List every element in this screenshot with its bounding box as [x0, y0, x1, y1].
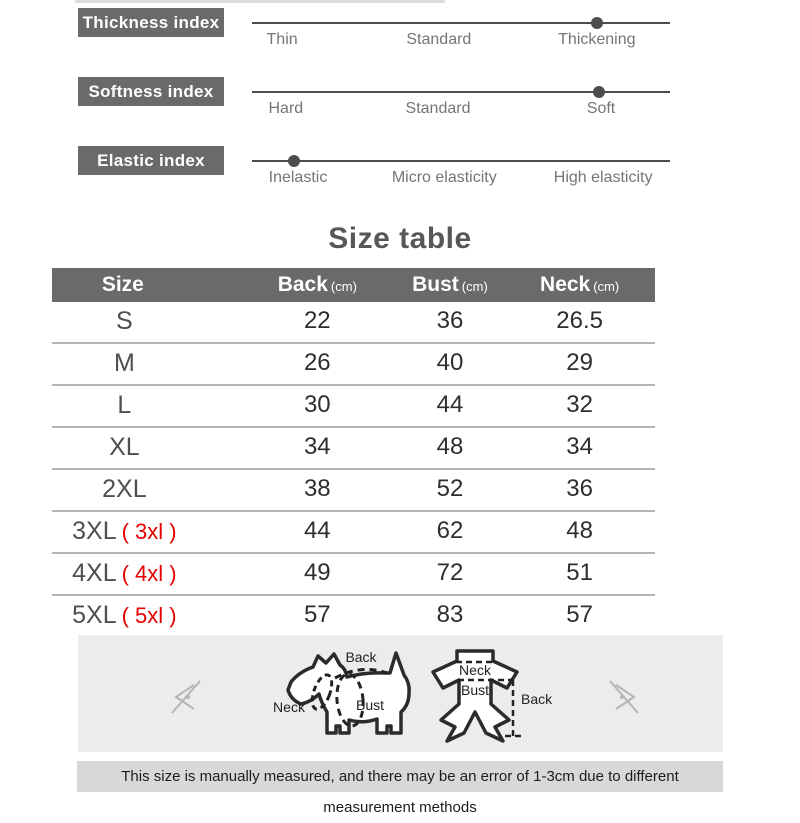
garment-back-label: Back — [521, 691, 553, 707]
softness-index-row — [0, 77, 800, 127]
elastic-index-row — [0, 146, 800, 196]
measurement-note: This size is manually measured, and there may be an error of 1-3cm due to different measurement methods — [77, 761, 723, 792]
col-header-back: Back (cm) — [277, 273, 357, 296]
softness-tick-soft: Soft — [586, 100, 616, 117]
garment-bust-label: Bust — [460, 682, 490, 698]
softness-index-label: Softness index — [78, 77, 224, 106]
size-table — [52, 268, 655, 636]
dog-measurement-illustration — [273, 648, 427, 748]
dog-neck-label: Neck — [273, 699, 305, 715]
table-row-m: M 26 40 29 — [52, 344, 655, 386]
cropped-image-edge — [75, 0, 445, 3]
elastic-slider-line — [252, 160, 670, 162]
thickness-index-row — [0, 8, 800, 58]
thickness-slider — [252, 8, 670, 58]
thickness-tick-thickening: Thickening — [558, 31, 636, 48]
softness-slider-dot — [593, 86, 605, 98]
elastic-tick-high-elasticity: High elasticity — [553, 169, 653, 186]
col-header-size: Size — [101, 273, 144, 296]
thickness-tick-thin: Thin — [266, 31, 298, 48]
size-table-header — [52, 268, 655, 302]
carousel-right-arrow-icon[interactable] — [604, 678, 644, 716]
thickness-slider-dot — [591, 17, 603, 29]
garment-neck-label: Neck — [459, 662, 491, 678]
table-row-l: L 30 44 32 — [52, 386, 655, 428]
garment-measurement-illustration — [425, 648, 565, 748]
softness-tick-hard: Hard — [268, 100, 304, 117]
size-table-title: Size table — [328, 222, 472, 255]
dog-bust-label: Bust — [355, 697, 385, 713]
softness-slider — [252, 77, 670, 127]
table-row-3xl: 3XL ( 3xl ) 44 62 48 — [52, 512, 655, 554]
elastic-tick-inelastic: Inelastic — [268, 169, 328, 186]
table-row-s: S 22 36 26.5 — [52, 302, 655, 344]
col-header-bust: Bust (cm) — [412, 273, 488, 296]
softness-slider-line — [252, 91, 670, 93]
elastic-index-label: Elastic index — [78, 146, 224, 175]
carousel-left-arrow-icon[interactable] — [166, 678, 206, 716]
softness-tick-standard: Standard — [405, 100, 471, 117]
thickness-slider-line — [252, 22, 670, 24]
table-row-4xl: 4XL ( 4xl ) 49 72 51 — [52, 554, 655, 596]
table-row-xl: XL 34 48 34 — [52, 428, 655, 470]
thickness-tick-standard: Standard — [406, 31, 472, 48]
dog-back-label: Back — [345, 649, 377, 665]
elastic-slider — [252, 146, 670, 196]
col-header-neck: Neck (cm) — [540, 273, 620, 296]
elastic-slider-dot — [288, 155, 300, 167]
table-row-2xl: 2XL 38 52 36 — [52, 470, 655, 512]
dog-outline — [288, 653, 409, 733]
elastic-tick-micro: Micro elasticity — [391, 169, 497, 186]
table-row-5xl: 5XL ( 5xl ) 57 83 57 — [72, 601, 593, 629]
thickness-index-label: Thickness index — [78, 8, 224, 37]
